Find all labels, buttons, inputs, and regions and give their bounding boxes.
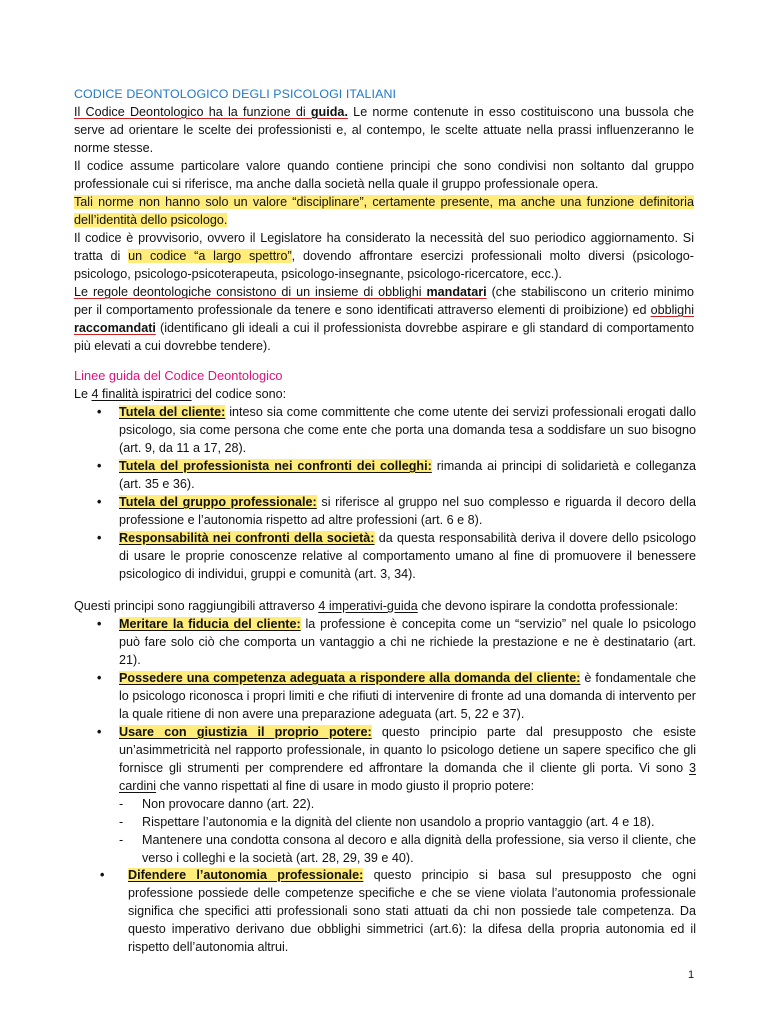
keyword-mandatari: mandatari — [426, 285, 487, 299]
finalita-list — [74, 403, 696, 583]
list-item: • Difendere l’autonomia professionale: questo principio si basa sul presupposto che ogni professione possiede delle competenze specifiche e che se viene violata l’autonomia professionale significa che specifici atti professionali sono stati attuati da chi non possiede tale competenza. Da questo imperativo derivano due obblighi simmetrici (art.6): la difesa della propria autonomia ed il rispetto dell’autonomia altrui. — [100, 868, 696, 954]
page-number: 1 — [688, 969, 695, 981]
list-item: - Non provocare danno (art. 22). — [119, 797, 315, 811]
bullet-icon: • — [97, 725, 102, 739]
highlighted-text: Tali norme non hanno solo un valore “disciplinare”, certamente presente, ma anche una funzione definitoria dell’identità dello psicologo. — [74, 195, 694, 227]
cardini-list — [74, 795, 696, 867]
bullet-icon: • — [97, 495, 102, 509]
keyword-guida: guida. — [310, 105, 348, 119]
imperativi-list — [74, 615, 696, 795]
list-item: • Tutela del professionista nei confronti dei colleghi: rimanda ai principi di solidarietà e colleganza (art. 35 e 36). — [97, 459, 696, 491]
intro-p1-start: Il Codice Deontologico ha la funzione di guida. — [74, 105, 348, 119]
imperativi-lead: Questi principi sono raggiungibili attraverso 4 imperativi-guida che devono ispirare la condotta professionale: — [74, 599, 679, 613]
bullet-icon: • — [100, 868, 105, 882]
bullet-icon: • — [97, 459, 102, 473]
list-item: • Responsabilità nei confronti della società: da questa responsabilità deriva il dovere dello psicologo di usare le proprie conoscenze relative al comportamento umano al fine di promuovere il benessere psicologico di individui, gruppi e comunità (art. 3, 34). — [97, 531, 696, 581]
intro-section — [74, 103, 694, 355]
list-item: • Tutela del gruppo professionale: si riferisce al gruppo nel suo complesso e riguarda il decoro della professione e l’autonomia rispetto ad altre professioni (art. 6 e 8). — [97, 495, 696, 527]
section-heading: Linee guida del Codice Deontologico — [74, 368, 283, 383]
bullet-icon: • — [97, 617, 102, 631]
list-item: - Rispettare l’autonomia e la dignità del cliente non usandolo a proprio vantaggio (art. 4 e 18). — [119, 815, 655, 829]
list-item: • Meritare la fiducia del cliente: la professione è concepita come un “servizio” nel quale lo psicologo può fare solo ciò che comporta un vantaggio a chi ne richiede la prestazione e ne è destinatario (art. 21). — [97, 617, 696, 667]
dash-icon: - — [119, 797, 124, 811]
section-lead: Le 4 finalità ispiratrici del codice sono: — [74, 387, 287, 401]
list-item: • Usare con giustizia il proprio potere: questo principio parte dal presupposto che esiste un’asimmetricità nel rapporto professionale, in quanto lo psicologo detiene un sapere specifico che gli fornisce gli strumenti per comprendere ed affrontare la domanda che il cliente gli porta. Vi sono 3 cardini che vanno rispettati al fine di usare in modo giusto il proprio potere: — [97, 725, 696, 793]
intro-paragraph-2: Il codice assume particolare valore quando contiene principi che sono condivisi non soltanto dal gruppo professionale cui si riferisce, ma anche dalla società nella quale il gruppo professionale opera. — [74, 159, 694, 191]
bullet-icon: • — [97, 671, 102, 685]
keyword-raccomandati: raccomandati — [74, 321, 156, 335]
list-item: • Possedere una competenza adeguata a rispondere alla domanda del cliente: è fondamentale che lo psicologo riconosca i propri limiti e che rifiuti di intervenire di fronte ad una domanda di intervento per la quale ritiene di non avere una preparazione adeguata (art. 5, 22 e 37). — [97, 671, 697, 721]
intro-paragraph-4: Il codice è provvisorio, ovvero il Legislatore ha considerato la necessità del suo periodico aggiornamento. Si tratta di un codice “a largo spettro”, dovendo affrontare esercizi professionali molto diversi (psicologo-psicologo, psicologo-psicoterapeuta, psicologo-insegnante, psicologo-ricercatore, ecc.). — [74, 231, 695, 281]
list-item: • Tutela del cliente: inteso sia come committente che come utente dei servizi professionali erogati dallo psicologo, sia come persona che come ente che porta una domanda tesa a soddisfare un suo bisogno (art. 9, da 11 a 17, 28). — [97, 405, 696, 455]
intro-paragraph-1: Il Codice Deontologico ha la funzione di guida. Le norme contenute in esso costituiscono una bussola che serve ad orientare le scelte dei professionisti e, al contempo, le scelte attuate nella prassi influenzeranno le norme stesse. — [74, 105, 694, 155]
list-item: - Mantenere una condotta consona al decoro e alla dignità della professione, sia verso il cliente, che verso i colleghi e la società (art. 28, 29, 39 e 40). — [119, 833, 696, 865]
bullet-icon: • — [97, 531, 102, 545]
dash-icon: - — [119, 833, 124, 847]
intro-paragraph-3 — [74, 193, 694, 229]
bullet-icon: • — [97, 405, 102, 419]
intro-paragraph-5: Le regole deontologiche consistono di un insieme di obblighi mandatari (che stabiliscono un criterio minimo per il comportamento professionale da tenere e sono identificati attraverso elementi di proibizione) ed obblighi raccomandati (identificano gli ideali a cui il professionista dovrebbe aspirare e gli standard di comportamento più elevati a cui dovrebbe tendere). — [74, 285, 694, 353]
document-title: CODICE DEONTOLOGICO DEGLI PSICOLOGI ITALIANI — [74, 87, 397, 101]
highlighted-text: un codice “a largo spettro” — [128, 249, 292, 263]
dash-icon: - — [119, 815, 124, 829]
imperativi-list-last — [74, 866, 696, 956]
